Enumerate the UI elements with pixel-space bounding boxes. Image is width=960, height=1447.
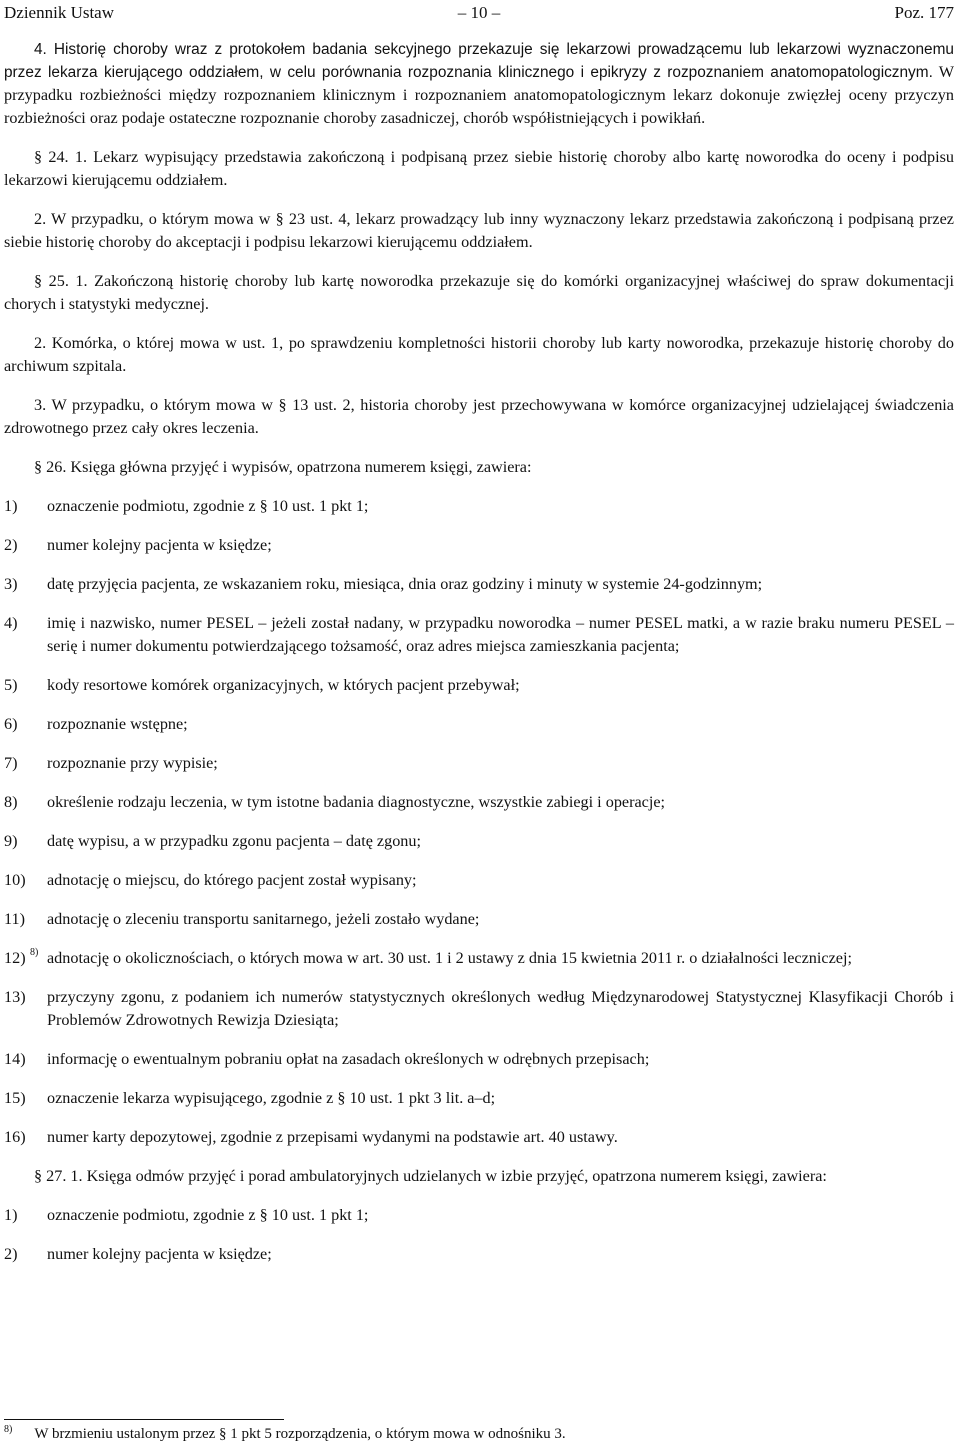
footnote-divider (4, 1419, 284, 1420)
list-item: 12) 8) adnotację o okolicznościach, o których mowa w art. 30 ust. 1 i 2 ustawy z dnia 15 kwietnia 2011 r. o działalności leczniczej; (4, 947, 954, 970)
list-item-text: numer karty depozytowej, zgodnie z przepisami wydanymi na podstawie art. 40 ustawy. (47, 1128, 618, 1146)
list-item-text: datę przyjęcia pacjenta, ze wskazaniem roku, miesiąca, dnia oraz godziny i minuty w systemie 24-godzinnym; (47, 575, 763, 593)
list-item (4, 869, 954, 892)
list-item-text: informację o ewentualnym pobraniu opłat na zasadach określonych w odrębnych przepisach; (47, 1050, 650, 1068)
list-item (4, 752, 954, 775)
list-item-text: numer kolejny pacjenta w księdze; (47, 1245, 272, 1263)
list-item-number: 2) (4, 1245, 18, 1263)
list-item-number: 2) (4, 536, 18, 554)
list-item-number: 1) (4, 1206, 18, 1224)
section-27-list (4, 1204, 954, 1266)
list-item-number: 6) (4, 715, 18, 733)
list-item-number: 9) (4, 832, 18, 850)
list-item-text: określenie rodzaju leczenia, w tym istotne badania diagnostyczne, wszystkie zabiegi i operacje; (47, 793, 666, 811)
list-item-number: 12) (4, 949, 26, 967)
list-item-number: 4) (4, 614, 18, 632)
list-item-text: adnotację o okolicznościach, o których mowa w art. 30 ust. 1 i 2 ustawy z dnia 15 kwietnia 2011 r. o działalności leczniczej; (47, 949, 852, 967)
list-item-text: imię i nazwisko, numer PESEL – jeżeli został nadany, w przypadku noworodka – numer PESEL matki, a w razie braku numeru PESEL – serię i numer dokumentu potwierdzającego tożsamość, oraz adres miejsca zamieszkania pacjenta; (47, 614, 954, 655)
list-item-number: 5) (4, 676, 18, 694)
list-item (4, 495, 954, 518)
list-item-text: przyczyny zgonu, z podaniem ich numerów statystycznych określonych według Międzynarodowej Statystycznej Klasyfikacji Chorób i Problemów Zdrowotnych Rewizja Dziesiąta; (47, 988, 954, 1029)
list-item-text: adnotację o miejscu, do którego pacjent został wypisany; (47, 871, 417, 889)
list-item-text: adnotację o zleceniu transportu sanitarnego, jeżeli zostało wydane; (47, 910, 480, 928)
footnote-mark: 8) (4, 1424, 13, 1435)
list-item (4, 791, 954, 814)
list-item-number: 1) (4, 497, 18, 515)
section-25-2: 2. Komórka, o której mowa w ust. 1, po sprawdzeniu kompletności historii choroby lub karty noworodka, przekazuje historię choroby do archiwum szpitala. (4, 334, 954, 375)
paragraph-4-part-1: 4. Historię choroby wraz z protokołem badania sekcyjnego przekazuje się lekarzowi prowadzącemu lub lekarzowi wyznaczonemu przez lekarza kierującego oddziałem, w celu porównania rozpoznania klinicznego i epikryzy z rozpoznaniem anatomopatologicznym. (4, 41, 954, 81)
list-item (4, 1087, 954, 1110)
list-item-text: oznaczenie lekarza wypisującego, zgodnie z § 10 ust. 1 pkt 3 lit. a–d; (47, 1089, 496, 1107)
list-item (4, 1126, 954, 1149)
document-body (4, 38, 954, 1282)
section-26-intro: § 26. Księga główna przyjęć i wypisów, opatrzona numerem księgi, zawiera: (34, 458, 532, 476)
list-item-number: 10) (4, 871, 26, 889)
section-25-1: § 25. 1. Zakończoną historię choroby lub kartę noworodka przekazuje się do komórki organizacyjnej właściwej do spraw dokumentacji chorych i statystyki medycznej. (4, 272, 954, 313)
list-item (4, 986, 954, 1032)
section-25-3: 3. W przypadku, o którym mowa w § 13 ust. 2, historia choroby jest przechowywana w komórce organizacyjnej udzielającej świadczenia zdrowotnego przez cały okres leczenia. (4, 396, 954, 437)
list-item (4, 534, 954, 557)
list-item (4, 674, 954, 697)
section-26-list (4, 495, 954, 1149)
list-item (4, 1048, 954, 1071)
list-item-text: rozpoznanie przy wypisie; (47, 754, 218, 772)
list-item-number: 13) (4, 988, 26, 1006)
list-item-number: 16) (4, 1128, 26, 1146)
section-24-1: § 24. 1. Lekarz wypisujący przedstawia zakończoną i podpisaną przez siebie historię choroby albo kartę noworodka do oceny i podpisu lekarzowi kierującemu oddziałem. (4, 148, 954, 189)
paragraph-4 (4, 38, 954, 130)
footnote (4, 1424, 954, 1444)
list-item-text: rozpoznanie wstępne; (47, 715, 188, 733)
list-item (4, 908, 954, 931)
list-item-number: 7) (4, 754, 18, 772)
list-item (4, 830, 954, 853)
list-item-number: 11) (4, 910, 25, 928)
section-27-intro: § 27. 1. Księga odmów przyjęć i porad ambulatoryjnych udzielanych w izbie przyjęć, opatrzona numerem księgi, zawiera: (34, 1167, 827, 1185)
list-item-number: 3) (4, 575, 18, 593)
section-24-2: 2. W przypadku, o którym mowa w § 23 ust. 4, lekarz prowadzący lub inny wyznaczony lekarz przedstawia zakończoną i podpisaną przez siebie historię choroby do akceptacji i podpisu lekarzowi kierującemu oddziałem. (4, 210, 954, 251)
list-item-number: 14) (4, 1050, 26, 1068)
list-item-text: numer kolejny pacjenta w księdze; (47, 536, 272, 554)
position-number: Poz. 177 (894, 3, 954, 22)
list-item (4, 1204, 954, 1227)
list-item-number: 8) (4, 793, 18, 811)
list-item (4, 713, 954, 736)
footnote-text: W brzmieniu ustalonym przez § 1 pkt 5 rozporządzenia, o którym mowa w odnośniku 3. (34, 1426, 566, 1442)
list-item-number: 15) (4, 1089, 26, 1107)
list-item-text: oznaczenie podmiotu, zgodnie z § 10 ust. 1 pkt 1; (47, 497, 369, 515)
list-item (4, 1243, 954, 1266)
paragraph-4-part-2: W przypadku rozbieżności między rozpoznaniem klinicznym i rozpoznaniem anatomopatologicznym lekarz dokonuje zwięzłej oceny przyczyn rozbieżności oraz podaje ostateczne rozpoznanie choroby zasadniczej, chorób współistniejących i powikłań. (4, 63, 954, 127)
list-item (4, 573, 954, 596)
list-item-text: kody resortowe komórek organizacyjnych, w których pacjent przebywał; (47, 676, 520, 694)
page-header (4, 1, 954, 25)
list-item-text: datę wypisu, a w przypadku zgonu pacjenta – datę zgonu; (47, 832, 421, 850)
list-item-text: oznaczenie podmiotu, zgodnie z § 10 ust. 1 pkt 1; (47, 1206, 369, 1224)
page-number: – 10 – (457, 3, 501, 22)
list-item (4, 612, 954, 658)
journal-title: Dziennik Ustaw (4, 3, 115, 22)
